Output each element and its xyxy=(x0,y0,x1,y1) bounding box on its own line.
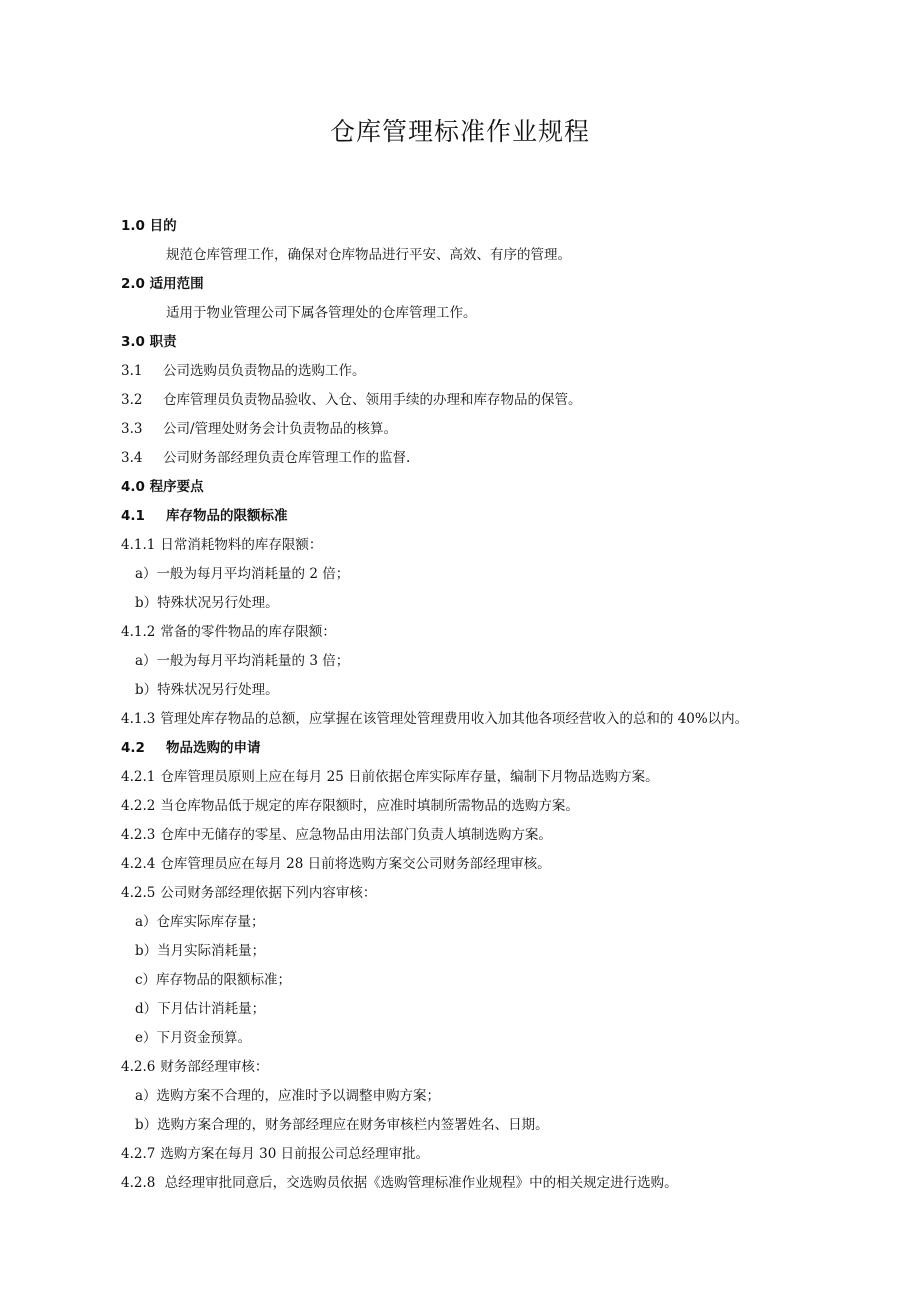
list-item: d）下月估计消耗量； xyxy=(135,1001,266,1017)
numbered-item xyxy=(121,444,791,473)
item-number: 4.2.8 xyxy=(121,1175,156,1191)
item-text: 总经理审批同意后，交选购员依据《选购管理标准作业规程》中的相关规定进行选购。 xyxy=(160,1175,678,1191)
numbered-item xyxy=(121,1169,791,1198)
section-heading: 4.0 程序要点 xyxy=(121,479,204,495)
item-text: 常备的零件物品的库存限额： xyxy=(160,624,336,640)
item-text: 财务部经理审核： xyxy=(160,1059,269,1075)
subsection-heading xyxy=(121,734,791,763)
item-number: 4.1.3 xyxy=(121,711,156,727)
numbered-item xyxy=(121,850,791,879)
list-item: b）特殊状况另行处理。 xyxy=(135,595,279,611)
item-number: 4.2.2 xyxy=(121,798,156,814)
item-text: 管理处库存物品的总额，应掌握在该管理处管理费用收入加其他各项经营收入的总和的 40%以内。 xyxy=(160,711,749,727)
list-item: b）选购方案合理的，财务部经理应在财务审核栏内签署姓名、日期。 xyxy=(135,1117,549,1133)
item-text: 公司财务部经理依据下列内容审核： xyxy=(160,885,377,901)
item-text: 仓库管理员原则上应在每月 25 日前依据仓库实际库存量，编制下月物品选购方案。 xyxy=(160,769,659,785)
list-item: e）下月资金预算。 xyxy=(135,1030,251,1046)
numbered-item xyxy=(121,879,791,908)
numbered-item xyxy=(121,357,791,386)
item-number: 4.2.6 xyxy=(121,1059,156,1075)
item-text: 公司财务部经理负责仓库管理工作的监督. xyxy=(163,450,411,466)
item-number: 4.1 xyxy=(121,508,145,524)
numbered-item xyxy=(121,821,791,850)
numbered-item xyxy=(121,1053,791,1082)
list-item: a）仓库实际库存量； xyxy=(135,914,265,930)
item-number: 3.1 xyxy=(121,363,143,379)
item-number: 3.3 xyxy=(121,421,143,437)
paragraph: 适用于物业管理公司下属各管理处的仓库管理工作。 xyxy=(166,305,477,321)
item-text: 库存物品的限额标准 xyxy=(166,508,288,524)
item-number: 4.2 xyxy=(121,740,145,756)
list-item: c）库存物品的限额标准； xyxy=(135,972,292,988)
numbered-item xyxy=(121,415,791,444)
item-text: 物品选购的申请 xyxy=(166,740,261,756)
item-number: 4.2.5 xyxy=(121,885,156,901)
section-heading: 1.0 目的 xyxy=(121,218,177,234)
item-number: 4.2.3 xyxy=(121,827,156,843)
item-number: 4.1.1 xyxy=(121,537,156,553)
numbered-item xyxy=(121,386,791,415)
item-number: 4.2.7 xyxy=(121,1146,156,1162)
numbered-item xyxy=(121,618,791,647)
numbered-item xyxy=(121,763,791,792)
list-item: a）一般为每月平均消耗量的 3 倍； xyxy=(135,653,350,669)
numbered-item xyxy=(121,705,791,734)
paragraph: 规范仓库管理工作，确保对仓库物品进行平安、高效、有序的管理。 xyxy=(166,247,571,263)
item-number: 3.2 xyxy=(121,392,143,408)
list-item: b）当月实际消耗量； xyxy=(135,943,266,959)
item-text: 仓库管理员负责物品验收、入仓、领用手续的办理和库存物品的保管。 xyxy=(163,392,582,408)
item-text: 仓库中无储存的零星、应急物品由用法部门负责人填制选购方案。 xyxy=(160,827,552,843)
numbered-item xyxy=(121,531,791,560)
list-item: a）选购方案不合理的，应准时予以调整申购方案； xyxy=(135,1088,441,1104)
item-text: 仓库管理员应在每月 28 日前将选购方案交公司财务部经理审核。 xyxy=(160,856,551,872)
item-text: 日常消耗物料的库存限额： xyxy=(160,537,323,553)
page-title: 仓库管理标准作业规程 xyxy=(329,117,590,146)
subsection-heading xyxy=(121,502,791,531)
item-number: 4.2.1 xyxy=(121,769,156,785)
section-heading: 2.0 适用范围 xyxy=(121,276,204,292)
item-number: 4.1.2 xyxy=(121,624,156,640)
list-item: a）一般为每月平均消耗量的 2 倍； xyxy=(135,566,350,582)
list-item: b）特殊状况另行处理。 xyxy=(135,682,279,698)
numbered-item xyxy=(121,1140,791,1169)
section-heading: 3.0 职责 xyxy=(121,334,177,350)
numbered-item xyxy=(121,792,791,821)
item-text: 当仓库物品低于规定的库存限额时，应准时填制所需物品的选购方案。 xyxy=(160,798,579,814)
item-number: 3.4 xyxy=(121,450,143,466)
item-number: 4.2.4 xyxy=(121,856,156,872)
item-text: 公司/管理处财务会计负责物品的核算。 xyxy=(163,421,398,437)
item-text: 公司选购员负责物品的选购工作。 xyxy=(163,363,366,379)
document-body xyxy=(121,212,791,1198)
item-text: 选购方案在每月 30 日前报公司总经理审批。 xyxy=(160,1146,430,1162)
